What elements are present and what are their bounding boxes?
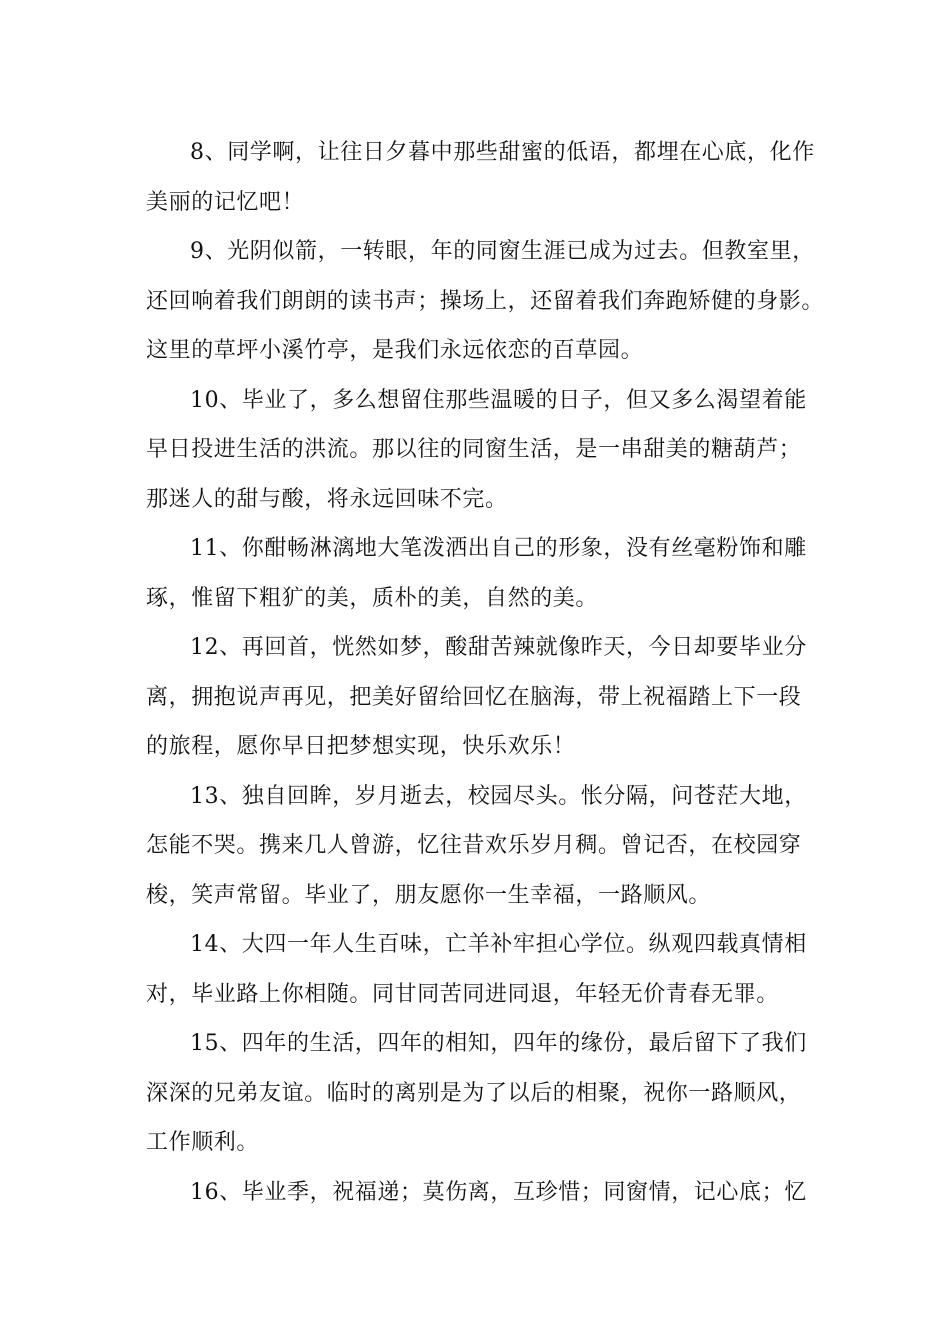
paragraph-14: [146, 920, 826, 1019]
paragraph-9: [146, 227, 826, 376]
paragraph-line: 14、大四一年人生百味，亡羊补牢担心学位。纵观四载真情相: [190, 932, 807, 957]
paragraph-line: 早日投进生活的洪流。那以往的同窗生活，是一串甜美的糖葫芦；: [146, 437, 802, 462]
paragraph-line: 11、你酣畅淋漓地大笔泼洒出自己的形象，没有丝毫粉饰和雕: [190, 536, 807, 561]
paragraph-line: 16、毕业季，祝福递；莫伤离，互珍惜；同窗情，记心底；忆: [190, 1179, 807, 1205]
paragraph-line: 13、独自回眸，岁月逝去，校园尽头。怅分隔，问苍茫大地，: [190, 783, 807, 809]
paragraph-line: 那迷人的甜与酸，将永远回味不完。: [146, 486, 508, 512]
document-body: [146, 128, 826, 1217]
paragraph-line: 9、光阴似箭，一转眼，年的同窗生涯已成为过去。但教室里，: [190, 239, 815, 264]
paragraph-line: 怎能不哭。携来几人曾游，忆往昔欢乐岁月稠。曾记否，在校园穿: [146, 833, 802, 858]
paragraph-line: 这里的草坪小溪竹亭，是我们永远依恋的百草园。: [146, 338, 644, 363]
paragraph-line: 对，毕业路上你相随。同甘同苦同进同退，年轻无价青春无罪。: [146, 981, 779, 1007]
paragraph-line: 还回响着我们朗朗的读书声；操场上，还留着我们奔跑矫健的身影。: [146, 288, 825, 314]
paragraph-16: [146, 1168, 826, 1218]
paragraph-line: 10、毕业了，多么想留住那些温暖的日子，但又多么渴望着能: [190, 387, 807, 413]
paragraph-13: [146, 772, 826, 921]
paragraph-12: [146, 623, 826, 772]
paragraph-15: [146, 1019, 826, 1168]
paragraph-line: 离，拥抱说声再见，把美好留给回忆在脑海，带上祝福踏上下一段: [146, 684, 802, 710]
paragraph-line: 美丽的记忆吧！: [146, 189, 305, 215]
paragraph-line: 的旅程，愿你早日把梦想实现，快乐欢乐！: [146, 734, 576, 759]
paragraph-line: 8、同学啊，让往日夕暮中那些甜蜜的低语，都埋在心底，化作: [190, 140, 815, 165]
paragraph-line: 工作顺利。: [146, 1130, 260, 1155]
paragraph-11: [146, 524, 826, 623]
paragraph-line: 琢，惟留下粗犷的美，质朴的美，自然的美。: [146, 585, 599, 611]
paragraph-line: 深深的兄弟友谊。临时的离别是为了以后的相聚，祝你一路顺风，: [146, 1080, 802, 1106]
paragraph-line: 12、再回首，恍然如梦，酸甜苦辣就像昨天，今日却要毕业分: [190, 635, 807, 660]
paragraph-10: [146, 376, 826, 525]
paragraph-8: [146, 128, 826, 227]
paragraph-line: 15、四年的生活，四年的相知，四年的缘份，最后留下了我们: [190, 1031, 807, 1056]
paragraph-line: 梭，笑声常留。毕业了，朋友愿你一生幸福，一路顺风。: [146, 882, 712, 908]
